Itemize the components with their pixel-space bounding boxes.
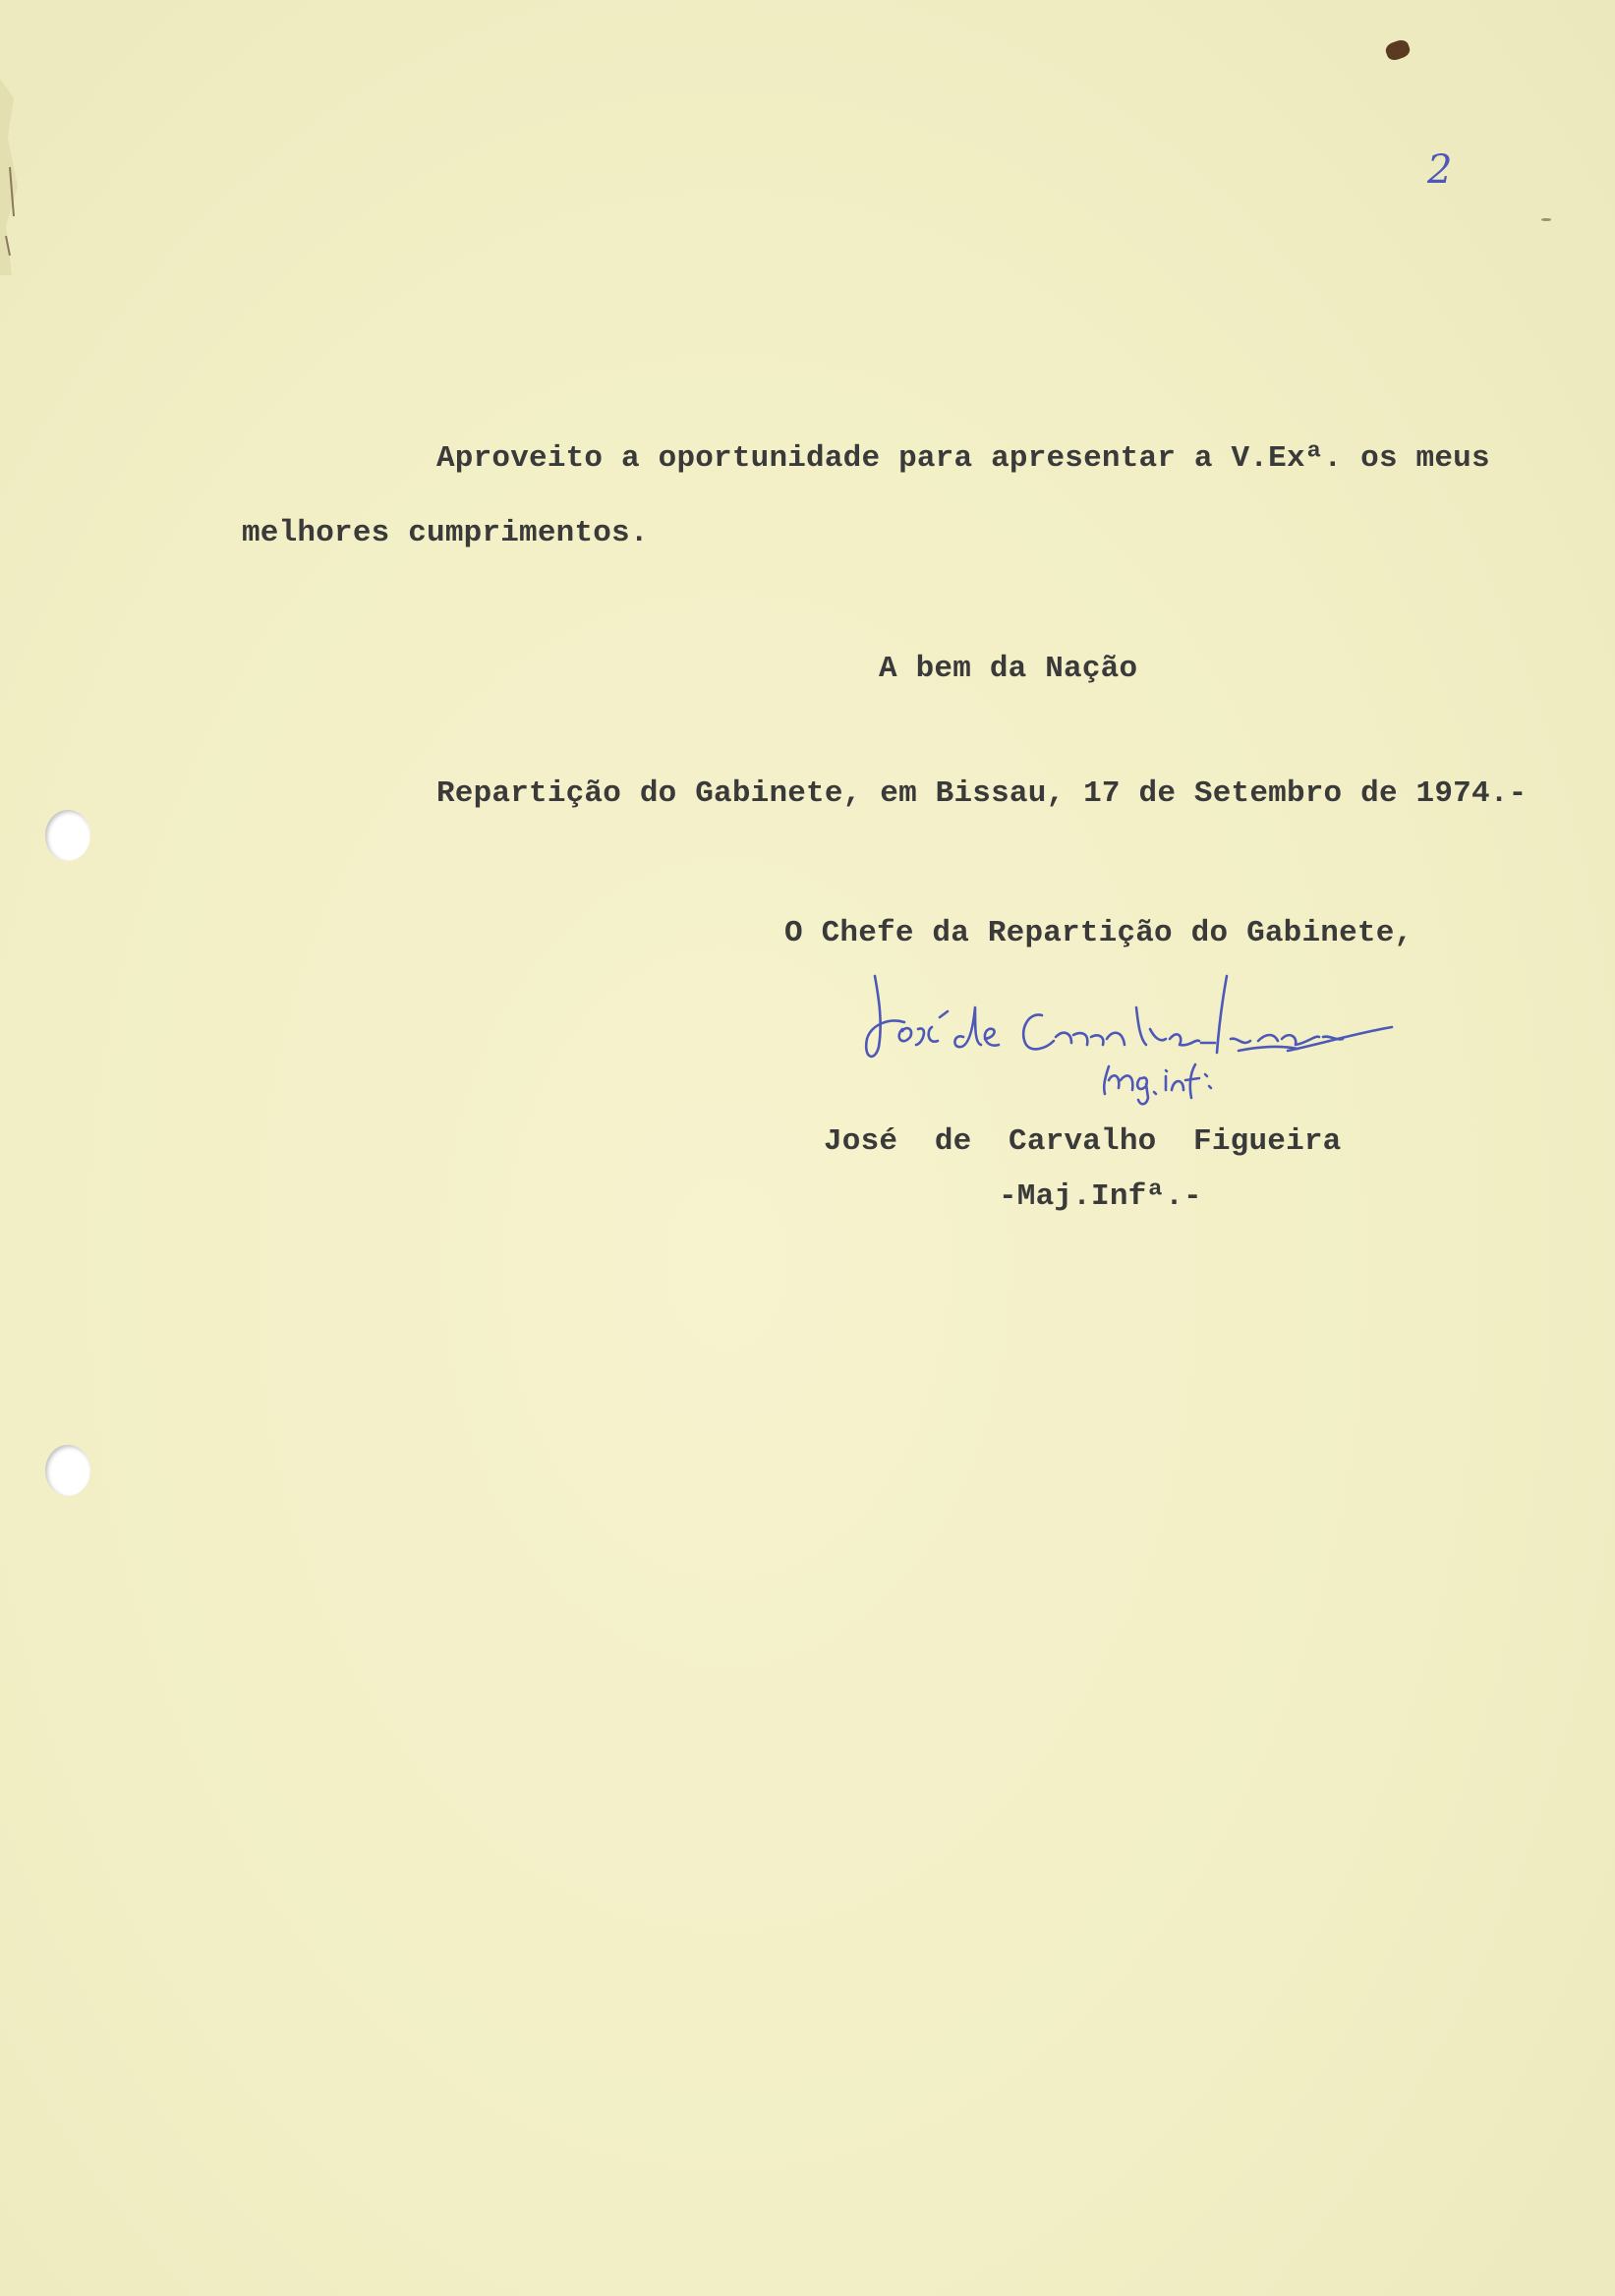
dust-mark	[1541, 218, 1551, 221]
closing-formula: A bem da Nação	[879, 652, 1138, 686]
body-line-2: melhores cumprimentos.	[242, 516, 649, 550]
signatory-title: O Chefe da Repartição do Gabinete,	[784, 916, 1413, 950]
ink-stain-mark	[1384, 37, 1413, 62]
place-date-line: Repartição do Gabinete, em Bissau, 17 de Setembro de 1974.-	[436, 776, 1528, 811]
page-number: 2	[1427, 147, 1453, 193]
punch-hole-lower	[45, 1445, 90, 1496]
signatory-rank: -Maj.Infª.-	[999, 1179, 1202, 1214]
body-line-1: Aproveito a oportunidade para apresentar a V.Exª. os meus	[436, 441, 1490, 476]
punch-hole-upper	[45, 810, 90, 861]
handwritten-signature	[845, 968, 1396, 1116]
torn-edge-mark	[0, 79, 29, 275]
signatory-name: José de Carvalho Figueira	[824, 1124, 1342, 1159]
